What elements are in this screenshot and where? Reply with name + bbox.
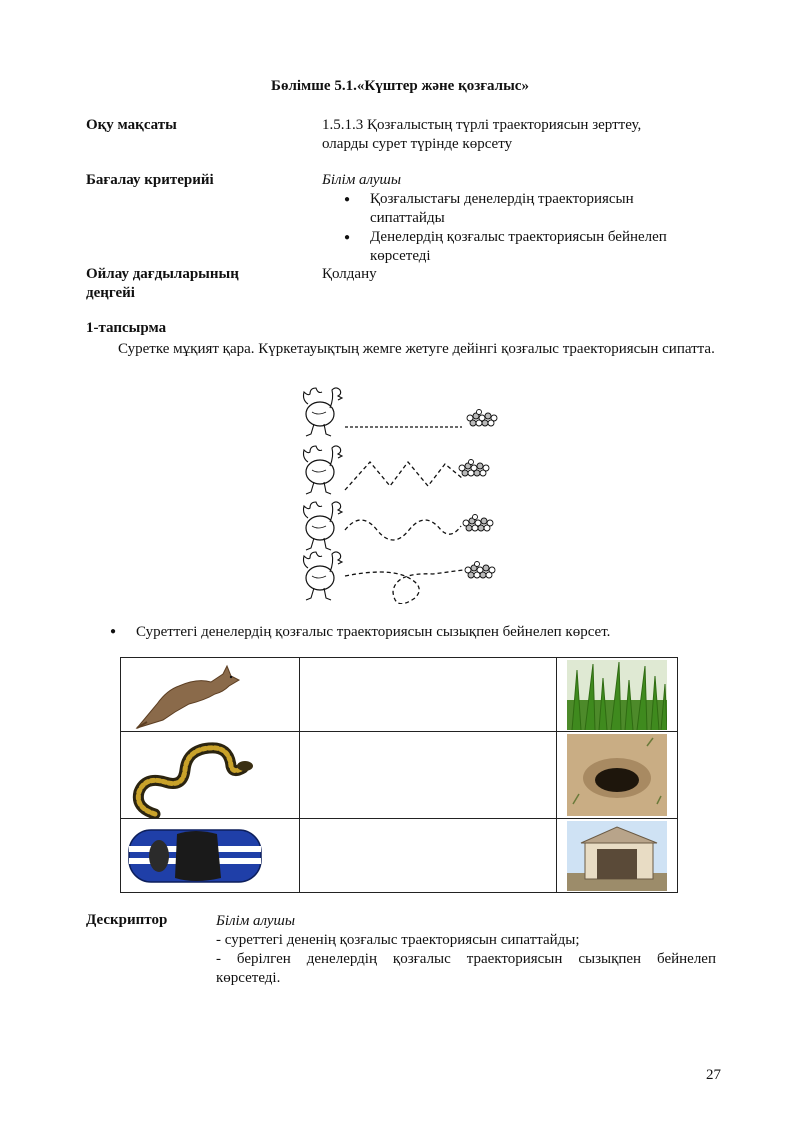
- criteria-intro: Білім алушы: [322, 172, 402, 188]
- descriptor-intro: Білім алушы: [216, 913, 296, 929]
- table-cell-drawing[interactable]: [300, 658, 557, 732]
- table-cell-target: [557, 658, 678, 732]
- task-text: Суретке мұқият қара. Күркетауықтың жемге жетуге дейінгі қозғалыс траекториясын сипатта.: [118, 341, 715, 357]
- grain-pile-icon: [467, 410, 497, 427]
- descriptor-label: Дескриптор: [86, 912, 168, 928]
- grain-pile-icon: [465, 562, 495, 579]
- table-cell-target: [557, 732, 678, 819]
- task-bullet: [110, 622, 610, 642]
- snake-icon: [125, 732, 255, 818]
- criteria-item: [322, 190, 722, 228]
- bullet-dot: ●: [110, 626, 117, 637]
- descriptor-line-3: көрсетеді.: [216, 970, 281, 986]
- turkey-icon: [304, 388, 343, 436]
- turkey-icon: [304, 446, 343, 494]
- criteria-item-line: ● Қозғалыстағы денелердің траекториясын: [370, 191, 634, 207]
- grass-icon: [567, 660, 667, 730]
- objective-value: [322, 116, 722, 154]
- table-cell-target: [557, 819, 678, 893]
- level-value: Қолдану: [322, 266, 377, 282]
- criteria-item-line: көрсетеді: [370, 248, 431, 264]
- level-label-line-1: Ойлау дағдыларының: [86, 266, 239, 282]
- descriptor-line-1: - суреттегі дененің қозғалыс траекториясын сипаттайды;: [216, 932, 580, 948]
- table-row: [121, 658, 678, 732]
- objective-label: Оқу мақсаты: [86, 117, 177, 133]
- level-label-line-2: деңгейі: [86, 285, 135, 301]
- criteria-list: [322, 190, 722, 266]
- turkey-icon: [304, 502, 343, 550]
- turkey-trajectory-illustration: [290, 380, 515, 604]
- grain-pile-icon: [463, 515, 493, 532]
- page-number: 27: [706, 1067, 721, 1083]
- garage-icon: [567, 821, 667, 891]
- objective-line-2: оларды сурет түрінде көрсету: [322, 136, 513, 152]
- section-title: Бөлімше 5.1.«Күштер және қозғалыс»: [271, 78, 529, 94]
- criteria-label: Бағалау критерийі: [86, 172, 214, 188]
- descriptor-body: [216, 912, 716, 988]
- table-cell-drawing[interactable]: [300, 819, 557, 893]
- criteria-item-line: сипаттайды: [370, 210, 445, 226]
- car-icon: [125, 824, 265, 888]
- grain-pile-icon: [459, 460, 489, 477]
- table-row: [121, 819, 678, 893]
- descriptor-line-2: - берілген денелердің қозғалыс траекториясын сызықпен бейнелеп: [216, 951, 716, 967]
- kangaroo-icon: [127, 660, 247, 730]
- table-cell-animal: [121, 658, 300, 732]
- trajectory-table: [120, 657, 678, 893]
- task-title: 1-тапсырма: [86, 320, 167, 336]
- table-cell-animal: [121, 732, 300, 819]
- task-bullet-text: Суреттегі денелердің қозғалыс траекториясын сызықпен бейнелеп көрсет.: [136, 624, 611, 640]
- table-row: [121, 732, 678, 819]
- criteria-item: [322, 228, 722, 266]
- criteria-item-line: ● Денелердің қозғалыс траекториясын бейнелеп: [370, 229, 667, 245]
- table-cell-animal: [121, 819, 300, 893]
- turkey-icon: [304, 552, 343, 600]
- burrow-icon: [567, 734, 667, 816]
- objective-line-1: 1.5.1.3 Қозғалыстың түрлі траекториясын зерттеу,: [322, 117, 642, 133]
- level-label: [86, 265, 239, 303]
- criteria-value: [322, 171, 722, 266]
- table-cell-drawing[interactable]: [300, 732, 557, 819]
